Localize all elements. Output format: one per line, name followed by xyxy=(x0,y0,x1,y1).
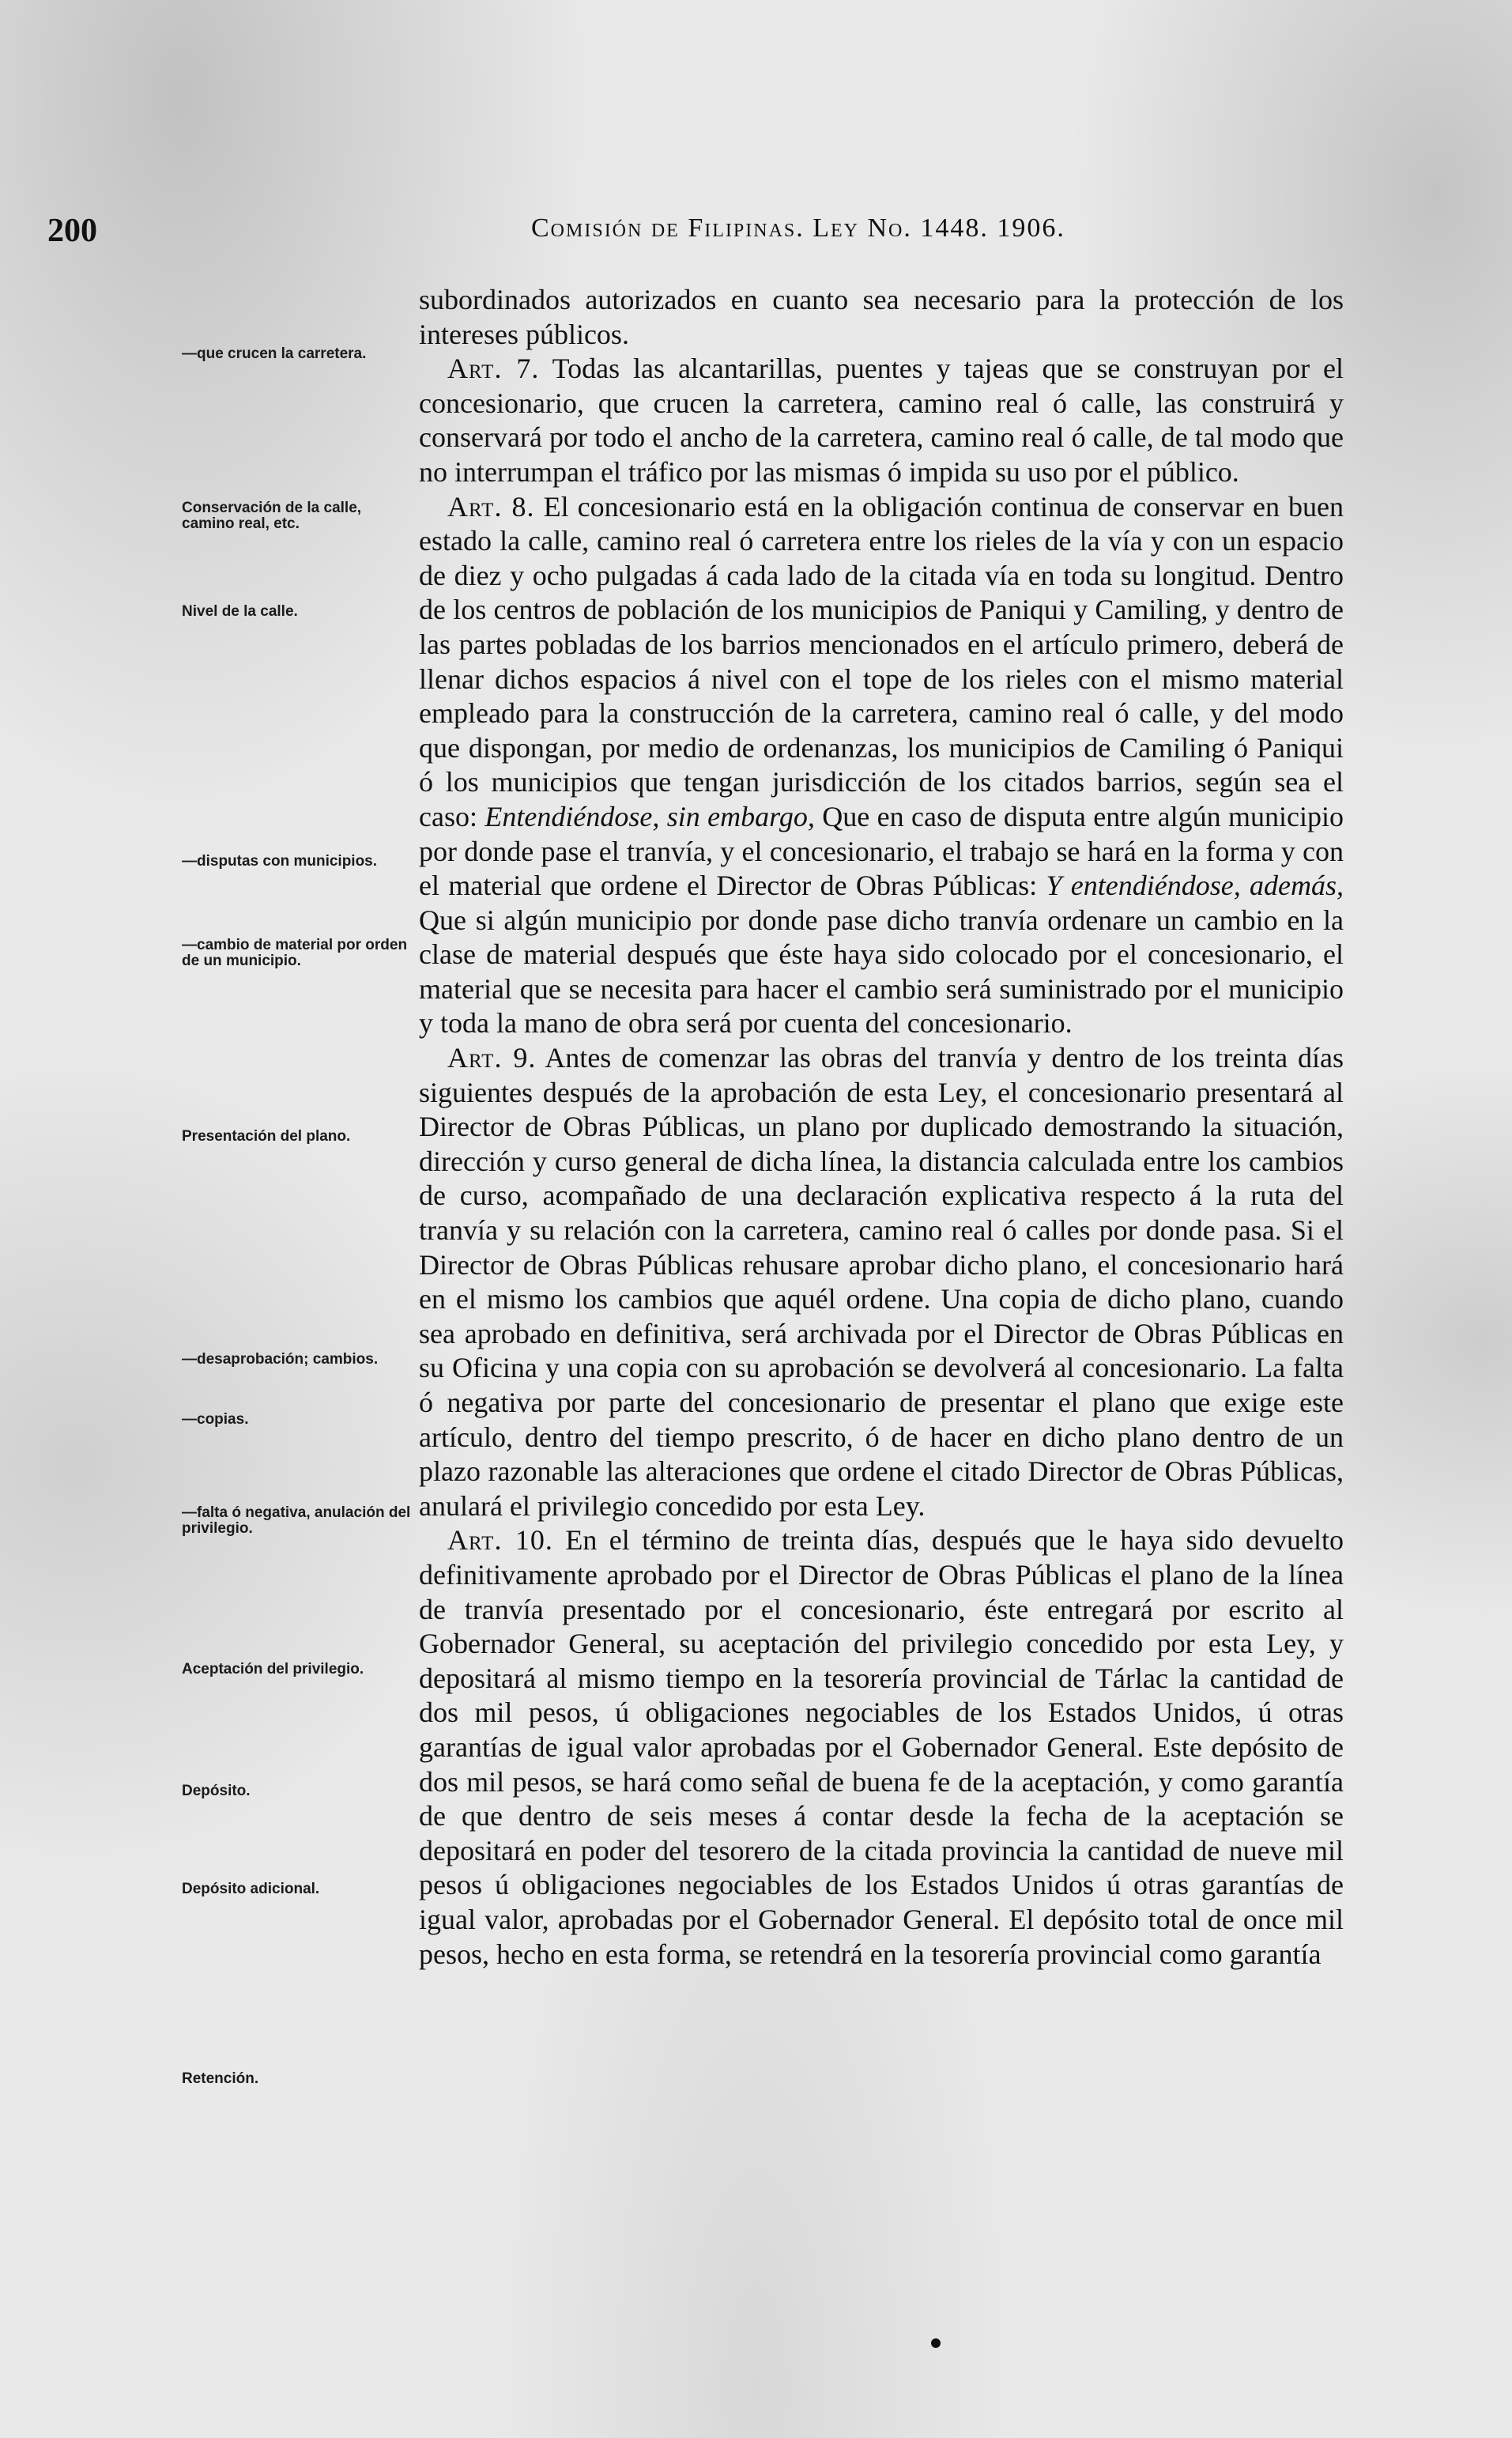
article-text: Que en caso de disputa entre algún municipio por donde pase el tranvía, y el concesionario, el trabajo se hará en la forma y con el material que ordene el Director de Obras Públicas: xyxy=(419,800,1344,902)
article-9 xyxy=(419,1041,1344,1523)
margin-note: Conservación de la calle, camino real, etc. xyxy=(182,500,362,532)
margin-note: Retención. xyxy=(182,2070,259,2087)
margin-note: —cambio de material por orden de un municipio. xyxy=(182,937,408,969)
article-text: Todas las alcantarillas, puentes y tajeas que se construyan por el concesionario, que crucen la carretera, camino real ó calle, las construirá y conservará por todo el ancho de la carretera, camino real ó calle, de tal modo que no interrumpan el tráfico por las mismas ó impida su uso por el público. xyxy=(419,353,1344,488)
margin-note: Nivel de la calle. xyxy=(182,603,298,620)
margin-note: —copias. xyxy=(182,1411,249,1428)
article-text: En el término de treinta días, después que le haya sido devuelto definitivamente aprobado por el Director de Obras Públicas el plano de la línea de tranvía presentado por el concesionario, éste entregará por escrito al Gobernador General, su aceptación del privilegio concedido por esta Ley, y depositará al mismo tiempo en la tesorería provincial de Tárlac la cantidad de dos mil pesos, ú obligaciones negociables de los Estados Unidos, ú otras garantías de igual valor aprobadas por el Gobernador General. Este depósito de dos mil pesos, se hará como señal de buena fe de la aceptación, y como garantía de que dentro de seis meses á contar desde la fecha de la aceptación se depositará en poder del tesorero de la citada provincia la cantidad de nueve mil pesos ú obligaciones negociables de los Estados Unidos ú otras garantías de igual valor, aprobadas por el Gobernador General. El depósito total de once mil pesos, hecho en esta forma, se retendrá en la tesorería provincial como garantía xyxy=(419,1524,1344,1970)
ink-dot xyxy=(931,2338,941,2348)
running-title: Comisión de Filipinas. Ley No. 1448. 1906. xyxy=(531,213,1065,243)
margin-note: —falta ó negativa, anulación del privilegio. xyxy=(182,1504,411,1537)
margin-note: Presentación del plano. xyxy=(182,1128,351,1145)
article-label: Art. 9. xyxy=(447,1042,537,1074)
article-8 xyxy=(419,490,1344,1042)
page-header xyxy=(0,212,1512,259)
paragraph: subordinados autorizados en cuanto sea necesario para la protección de los intereses públicos. xyxy=(419,284,1344,350)
margin-note: Depósito. xyxy=(182,1783,251,1799)
article-text: Antes de comenzar las obras del tranvía y dentro de los treinta días siguientes después de la aprobación de esta Ley, el concesionario presentará al Director de Obras Públicas, un plano por duplicado demostrando la situación, dirección y curso general de dicha línea, la distancia calculada entre los cambios de curso, acompañado de una declaración explicativa respecto á la ruta del tranvía y su relación con la carretera, camino real ó calles por donde pasa. Si el Director de Obras Públicas rehusare aprobar dicho plano, el concesionario hará en el mismo los cambios que aquél ordene. Una copia de dicho plano, cuando sea aprobado en definitiva, será archivada por el Director de Obras Públicas en su Oficina y una copia con su aprobación se devolverá al concesionario. La falta ó negativa por parte del concesionario de presentar el plano que exige este artículo, dentro del tiempo prescrito, ó de hacer en dicho plano dentro de un plazo razonable las alteraciones que ordene el citado Director de Obras Públicas, anulará el privilegio concedido por esta Ley. xyxy=(419,1042,1344,1522)
proviso-italic: Y entendiéndose, además, xyxy=(1046,870,1344,902)
article-label: Art. 8. xyxy=(447,490,535,523)
article-label: Art. 10. xyxy=(447,1524,553,1557)
margin-note: —desaprobación; cambios. xyxy=(182,1351,379,1368)
article-10 xyxy=(419,1523,1344,1972)
proviso-italic: Entendiéndose, sin embargo, xyxy=(485,800,815,832)
margin-note: —que crucen la carretera. xyxy=(182,345,367,362)
article-7 xyxy=(419,352,1344,489)
margin-note: Aceptación del privilegio. xyxy=(182,1661,364,1678)
article-label: Art. 7. xyxy=(447,353,540,385)
margin-note: —disputas con municipios. xyxy=(182,853,378,870)
margin-note: Depósito adicional. xyxy=(182,1881,320,1897)
body-text xyxy=(419,283,1344,1972)
article-text: Que si algún municipio por donde pase dicho tranvía ordenare un cambio en la clase de material después que éste haya sido colocado por el concesionario, el material que se necesita para hacer el cambio será suministrado por el municipio y toda la mano de obra será por cuenta del concesionario. xyxy=(419,904,1344,1040)
article-text: El concesionario está en la obligación continua de conservar en buen estado la calle, camino real ó carretera entre los rieles de la vía y con un espacio de diez y ocho pulgadas á cada lado de la citada vía en toda su longitud. Dentro de los centros de población de los municipios de Paniqui y Camiling, y dentro de las partes pobladas de los barrios mencionados en el artículo primero, deberá de llenar dichos espacios á nivel con el tope de los rieles con el mismo material empleado para la construcción de la carretera, camino real ó calle, y del modo que dispongan, por medio de ordenanzas, los municipios de Camiling ó Paniqui ó los municipios que tengan jurisdicción de los citados barrios, según sea el caso: xyxy=(419,490,1344,832)
page-number: 200 xyxy=(47,213,97,249)
